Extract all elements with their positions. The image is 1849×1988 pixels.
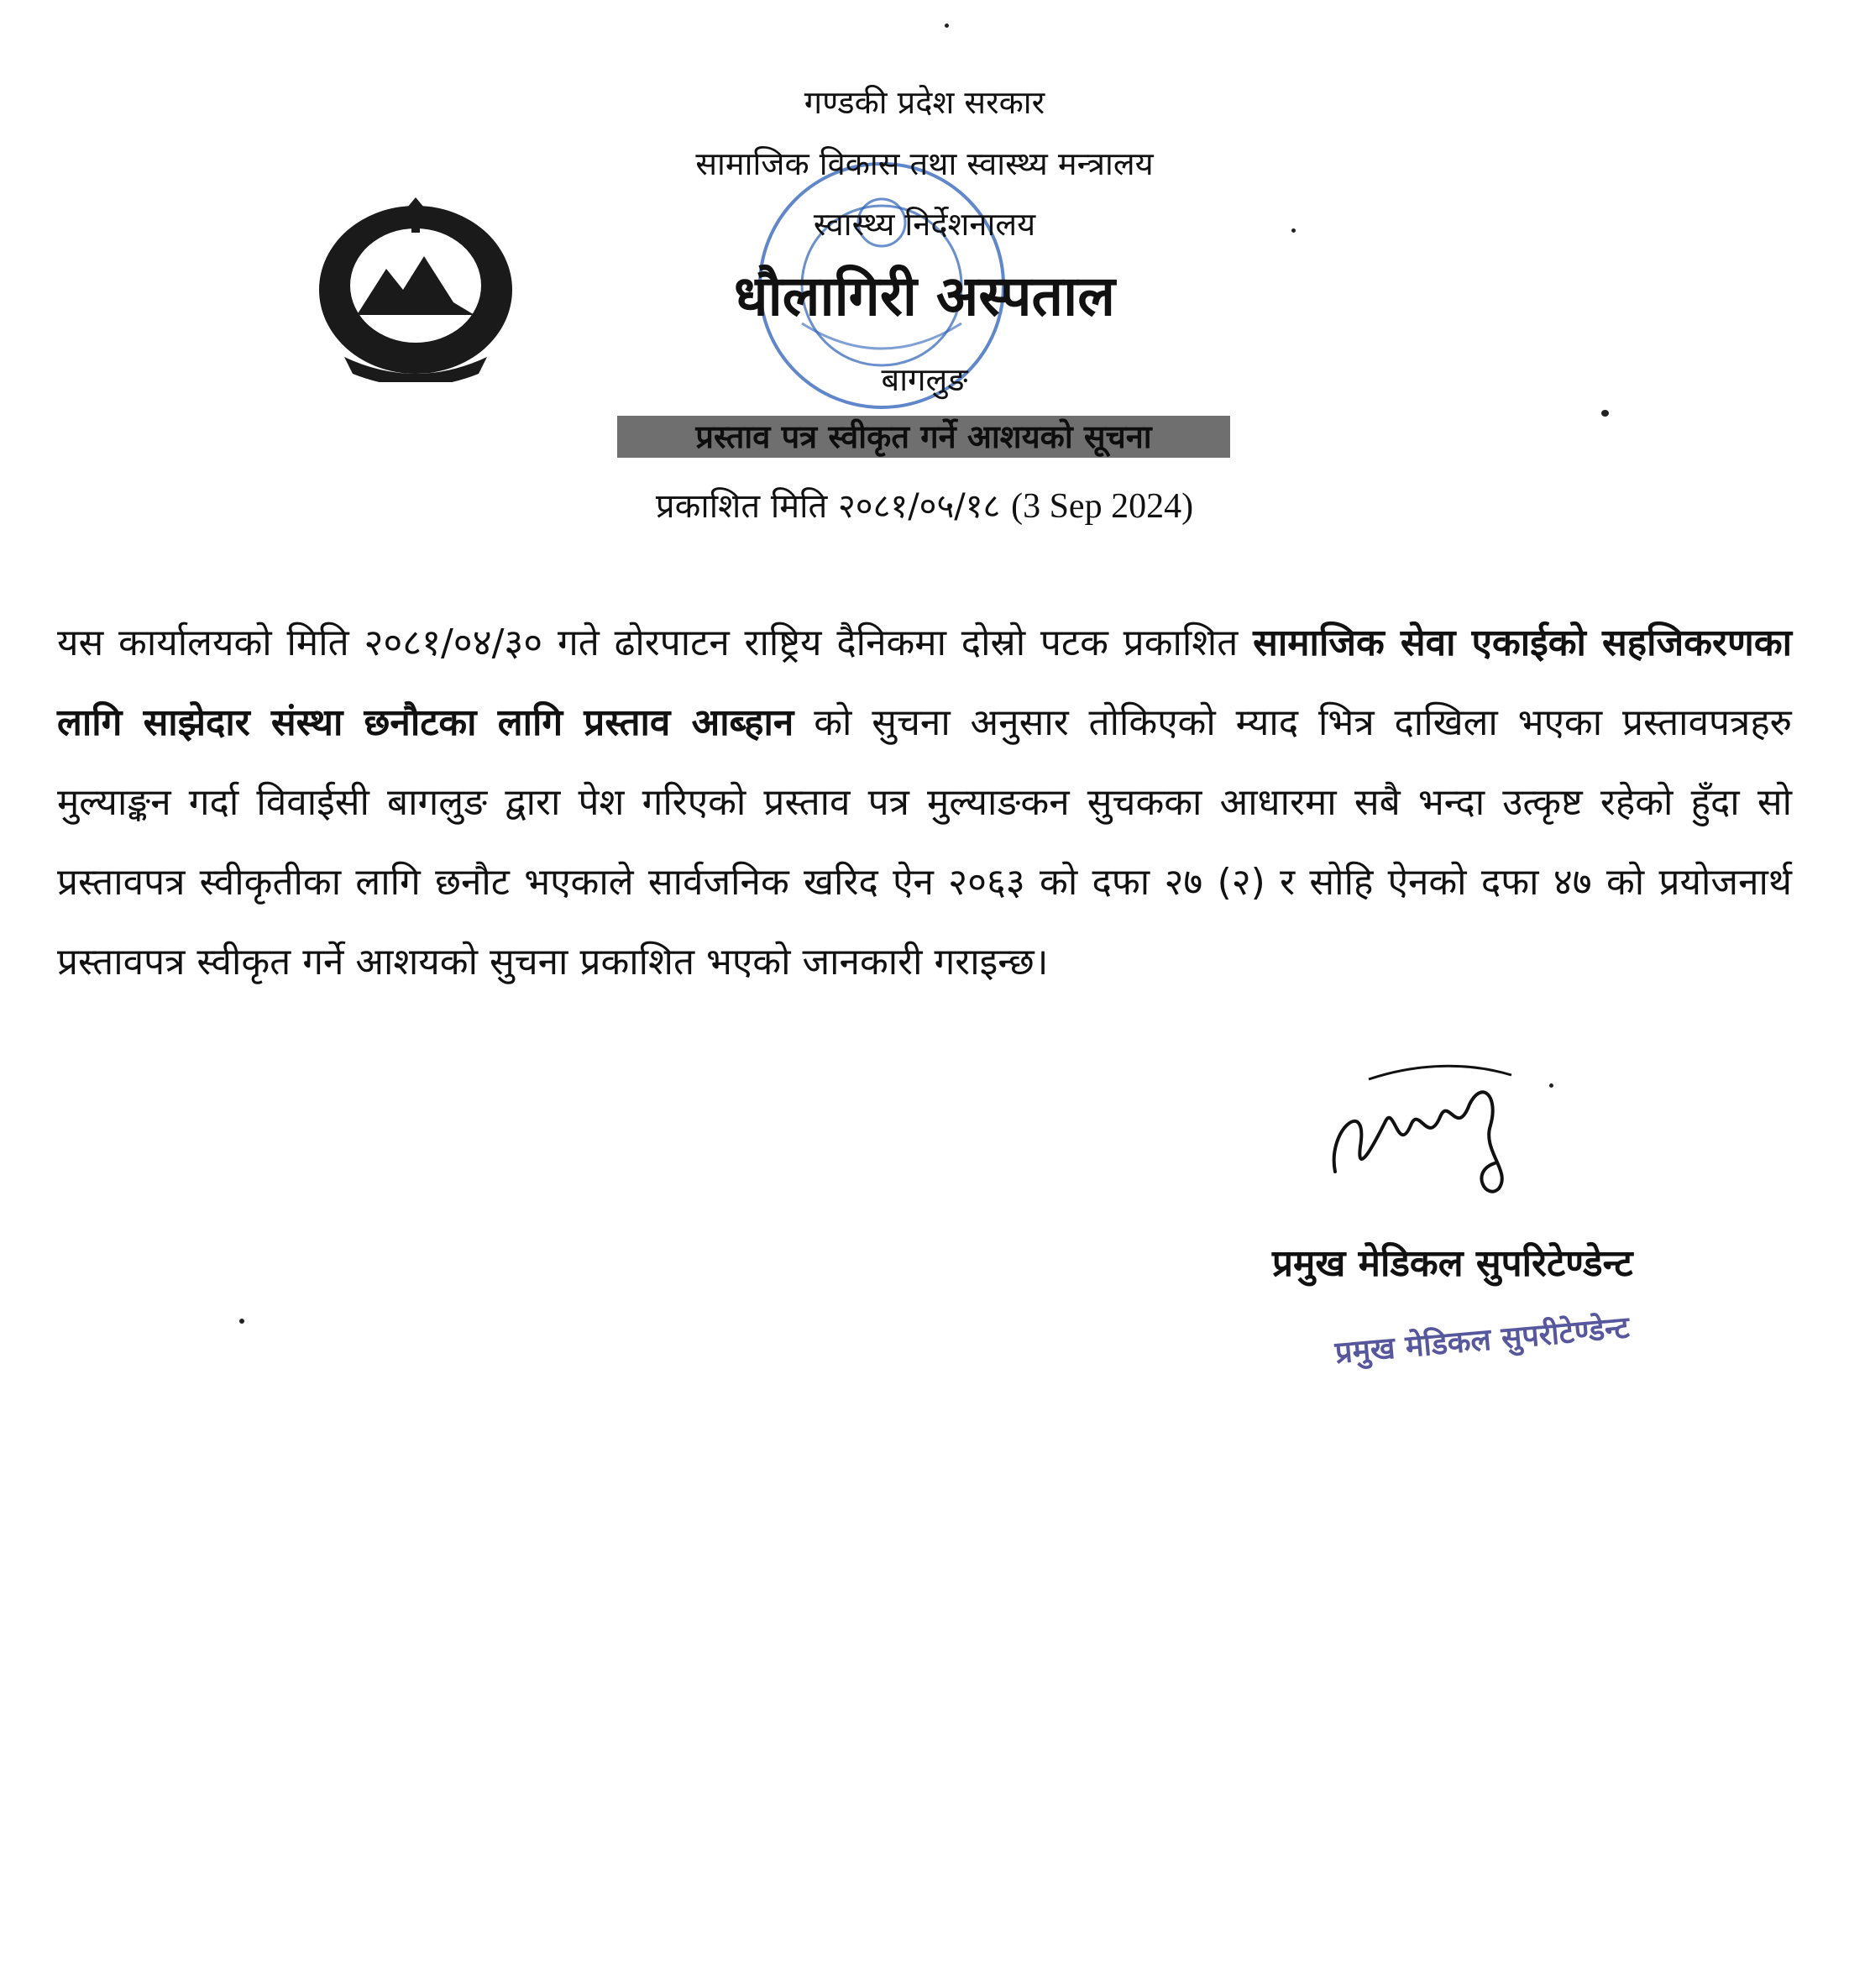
publication-date-en: (3 Sep 2024) (1011, 487, 1194, 526)
hospital-name: धौलागिरी अस्पताल (734, 264, 1115, 328)
hospital-location: बागलुङ (881, 361, 968, 398)
signature-image (1318, 1046, 1537, 1205)
government-name: गण्डकी प्रदेश सरकार (804, 84, 1045, 121)
ministry-name: सामाजिक विकास तथा स्वास्थ्य मन्त्रालय (695, 145, 1154, 182)
scan-speck (239, 1319, 244, 1324)
directorate-name: स्वास्थ्य निर्देशनालय (813, 206, 1036, 243)
notice-body (57, 603, 1792, 1002)
body-text-2: को सुचना अनुसार तोकिएको म्याद भित्र दाखिला भएका प्रस्तावपत्रहरु मुल्याङ्कन गर्दा विवाईसी बागलुङ द्वारा पेश गरिएको प्रस्ताव पत्र मुल्याङकन सुचकका आधारमा सबै भन्दा उत्कृष्ट रहेको हुँदा सो प्रस्तावपत्र स्वीकृतीका लागि छनौट भएकाले सार्वजनिक खरिद ऐन २०६३ को दफा २७ (२) र सोहि ऐनको दफा ४७ को प्रयोजनार्थ प्रस्तावपत्र स्वीकृत गर्ने आशयको सुचना प्रकाशित भएको जानकारी गराइन्छ। (57, 701, 1792, 984)
body-text-1: यस कार्यालयको मिति २०८१/०४/३० गते ढोरपाटन राष्ट्रिय दैनिकमा दोस्रो पटक प्रकाशित (57, 622, 1254, 664)
signer-designation: प्रमुख मेडिकल सुपरिटेण्डेन्ट (1272, 1242, 1633, 1285)
publication-date-np: प्रकाशित मिति २०८१/०५/१८ (655, 487, 1001, 526)
scan-speck (1549, 1083, 1553, 1088)
scan-speck (1291, 228, 1296, 233)
scan-speck (1601, 410, 1609, 417)
scan-speck (945, 24, 949, 28)
designation-stamp: प्रमुख मेडिकल सुपरीटेण्डेन्ट (1333, 1310, 1632, 1371)
body-bold-subject: सामाजिक सेवा एकाईको सहजिकरणका लागि साझेदार संस्था छनौटका लागि प्रस्ताव आब्हान (57, 622, 1793, 744)
publication-date (0, 481, 1849, 527)
notice-title: प्रस्ताव पत्र स्वीकृत गर्ने आशयको सूचना (617, 416, 1230, 458)
